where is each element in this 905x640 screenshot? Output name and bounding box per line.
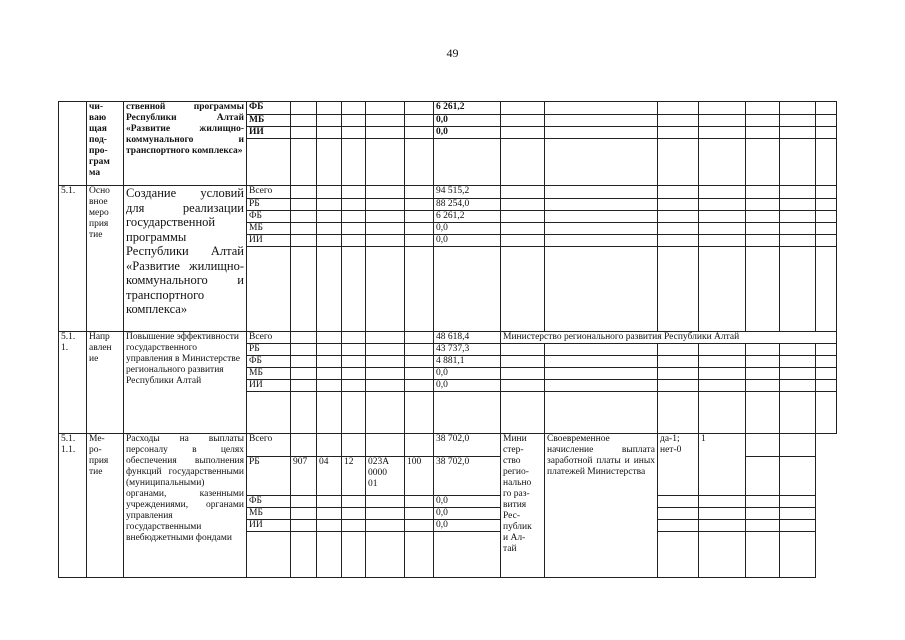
section-number: 5.1.	[59, 186, 87, 332]
funding-source: МБ	[247, 508, 291, 520]
amount: 6 261,2	[434, 211, 501, 223]
section-name: Повышение эффективности государственного управления в Министерстве регионального развития Республики Алтай	[124, 332, 247, 434]
funding-source: ФБ	[247, 496, 291, 508]
funding-source: Всего	[247, 332, 291, 344]
amount: 94 515,2	[434, 186, 501, 199]
amount: 0,0	[434, 508, 501, 520]
amount: 0,0	[434, 380, 501, 392]
funding-source: РБ	[247, 457, 291, 496]
section-name: Расходы на выплаты персоналу в целях обеспечения выполнения функций государственными (муниципальными) органами, казенными учреждениями, органами управления государственными внебюджетными фондами	[124, 434, 247, 578]
section-kind: Осно вное меро прия тие	[87, 186, 124, 332]
amount: 0,0	[434, 368, 501, 380]
executor: Мини стер- ство регио- нально го раз- вития Рес- публик и Ал- тай	[501, 434, 545, 578]
amount: 48 618,4	[434, 332, 501, 344]
amount: 88 254,0	[434, 199, 501, 211]
amount: 0,0	[434, 520, 501, 532]
funding-source: ИИ	[247, 380, 291, 392]
grbs-code: 907	[291, 457, 317, 496]
page-number: 49	[446, 46, 459, 60]
section-number: 5.1. 1.	[59, 332, 87, 434]
section-number	[59, 102, 87, 186]
indicator-values: да-1; нет-0	[658, 434, 699, 496]
section-kind: чи- ваю щая под- про- грам ма	[87, 102, 124, 186]
funding-source: ФБ	[247, 356, 291, 368]
amount: 0,0	[434, 127, 501, 139]
amount: 0,0	[434, 235, 501, 247]
amount: 0,0	[434, 496, 501, 508]
funding-source: МБ	[247, 115, 291, 127]
expense-type-code: 100	[405, 457, 434, 496]
section-kind: Ме- ро- прия тие	[87, 434, 124, 578]
funding-source: ИИ	[247, 127, 291, 139]
funding-source: ФБ	[247, 211, 291, 223]
section-code: 04	[317, 457, 342, 496]
amount: 4 881,1	[434, 356, 501, 368]
target-article-code: 023А 0000 01	[366, 457, 405, 496]
funding-source: МБ	[247, 368, 291, 380]
budget-table	[58, 101, 837, 578]
section-number: 5.1. 1.1.	[59, 434, 87, 578]
subsection-code: 12	[342, 457, 366, 496]
funding-source: Всего	[247, 186, 291, 199]
funding-source: РБ	[247, 199, 291, 211]
amount: 43 737,3	[434, 344, 501, 356]
amount: 0,0	[434, 115, 501, 127]
amount: 0,0	[434, 223, 501, 235]
section-kind: Напр авлен ие	[87, 332, 124, 434]
executor: Министерство регионального развития Республики Алтай	[501, 332, 837, 344]
indicator: Своевременное начисление выплата заработной платы и иных платежей Министерства	[545, 434, 658, 578]
funding-source: ФБ	[247, 102, 291, 115]
funding-source: МБ	[247, 223, 291, 235]
section-name: Создание условий для реализации государственной программы Республики Алтай «Развитие жилищно-коммунального и транспортного комплекса»	[124, 186, 247, 332]
funding-source: РБ	[247, 344, 291, 356]
amount: 38 702,0	[434, 434, 501, 457]
funding-source: ИИ	[247, 520, 291, 532]
funding-source: Всего	[247, 434, 291, 457]
amount: 6 261,2	[434, 102, 501, 115]
section-name: ственной программы Республики Алтай «Развитие жилищно-коммунального и транспортного комплекса»	[124, 102, 247, 186]
funding-source: ИИ	[247, 235, 291, 247]
amount: 38 702,0	[434, 457, 501, 496]
indicator-target: 1	[699, 434, 746, 496]
